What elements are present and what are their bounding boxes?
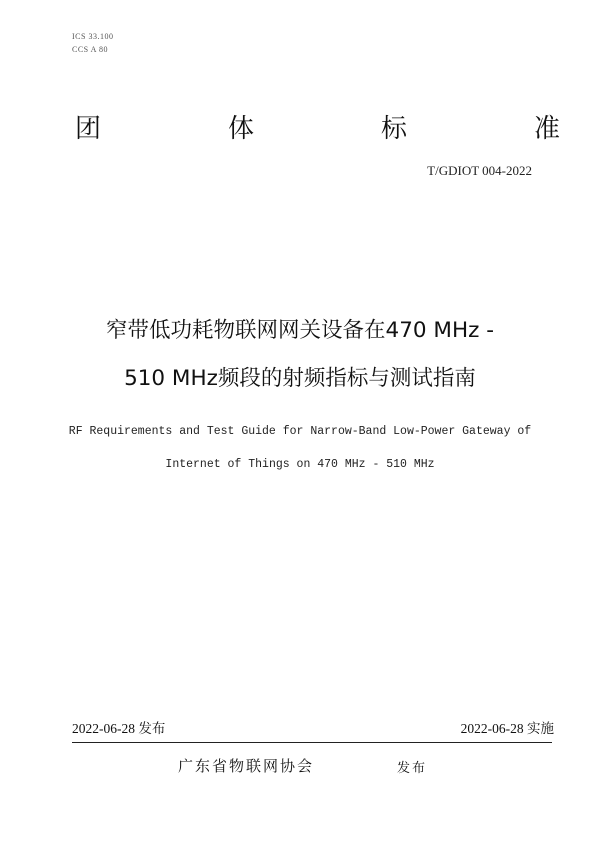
footer-divider: [72, 742, 552, 743]
ics-code: ICS 33.100: [72, 32, 114, 41]
chinese-title-line-1: 窄带低功耗物联网网关设备在470 MHz -: [106, 318, 494, 343]
implement-date: 2022-06-28 实施: [460, 721, 554, 736]
document-type-heading: [75, 108, 560, 145]
doc-type-char: 团: [75, 114, 102, 144]
english-title-line-2: Internet of Things on 470 MHz - 510 MHz: [165, 458, 435, 471]
doc-type-char: 准: [533, 114, 560, 144]
doc-type-char: 标: [380, 114, 407, 144]
issuing-organization: 广东省物联网协会: [178, 757, 315, 775]
ccs-code: CCS A 80: [72, 45, 109, 54]
doc-type-char: 体: [227, 114, 254, 144]
chinese-title-line-2: 510 MHz频段的射频指标与测试指南: [124, 366, 476, 391]
issue-label: 发布: [397, 761, 428, 776]
english-title-line-1: RF Requirements and Test Guide for Narrow-Band Low-Power Gateway of: [68, 425, 532, 438]
publish-date: 2022-06-28 发布: [72, 721, 166, 736]
standard-number: T/GDIOT 004-2022: [427, 163, 532, 178]
